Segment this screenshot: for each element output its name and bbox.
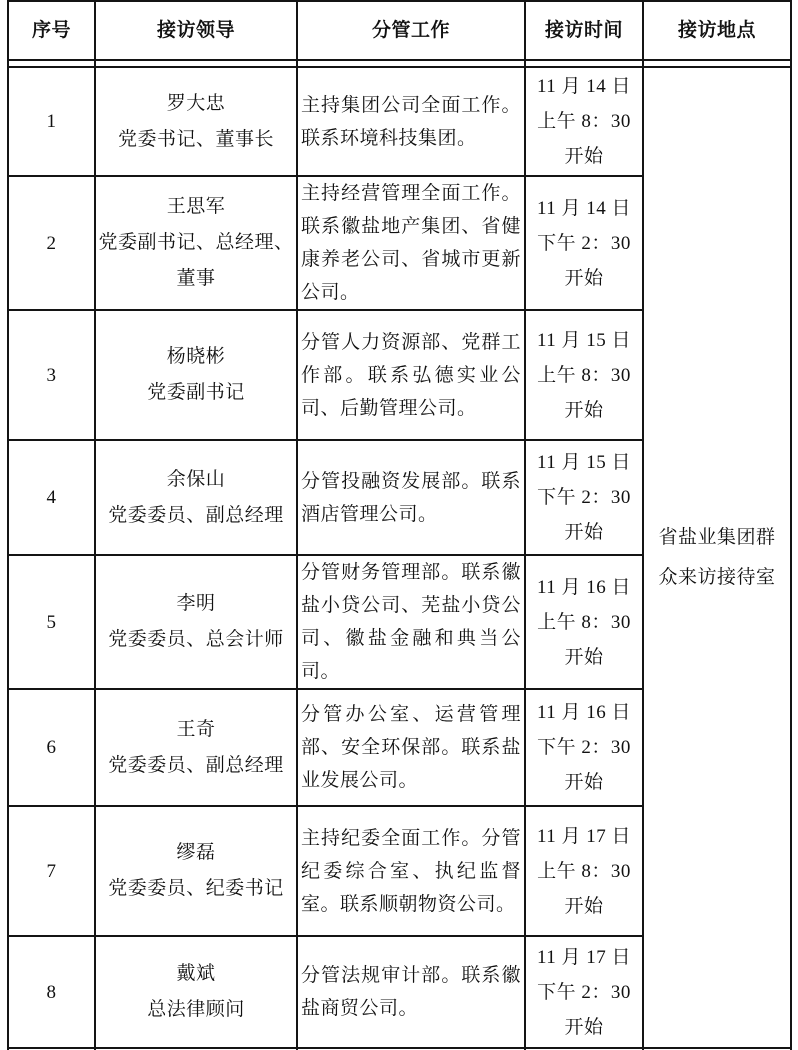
leader-name: 罗大忠 — [166, 92, 226, 114]
duty-cell: 分管投融资发展部。联系酒店管理公司。 — [297, 440, 525, 555]
cropped-cell — [643, 60, 791, 67]
leader-name: 戴斌 — [176, 963, 216, 984]
leader-name: 缪磊 — [176, 842, 216, 863]
leader-cell — [95, 440, 297, 555]
location-text: 省盐业集团群众来访接待室 — [658, 526, 776, 588]
location-cell — [643, 67, 791, 1048]
visit-date: 11 月 15 日 — [536, 452, 632, 473]
leader-name: 杨晓彬 — [166, 346, 226, 367]
visit-date: 11 月 14 日 — [536, 197, 632, 219]
visit-start-label: 开始 — [564, 772, 604, 793]
visit-date: 11 月 16 日 — [536, 702, 632, 723]
leader-title: 党委副书记 — [147, 382, 245, 403]
serial-cell: 2 — [8, 176, 95, 310]
serial-cell: 3 — [8, 310, 95, 440]
serial-cell: 8 — [8, 936, 95, 1048]
visit-start-label: 开始 — [564, 267, 604, 289]
leader-cell — [95, 310, 297, 440]
leader-title: 党委委员、总会计师 — [108, 629, 284, 650]
leader-name: 王思军 — [166, 196, 226, 217]
visit-time: 上午 8：30 — [537, 364, 631, 386]
table-body — [8, 67, 791, 1048]
visit-start-label: 开始 — [564, 146, 604, 167]
time-cell — [525, 176, 643, 310]
leader-cell — [95, 176, 297, 310]
leader-name: 王奇 — [176, 718, 216, 740]
header-cell-leader: 接访领导 — [95, 1, 297, 60]
time-cell — [525, 67, 643, 176]
duty-cell: 分管人力资源部、党群工作部。联系弘德实业公司、后勤管理公司。 — [297, 310, 525, 440]
table-row — [8, 67, 791, 176]
cropped-cell — [95, 60, 297, 67]
visit-start-label: 开始 — [564, 1016, 604, 1038]
visit-date: 11 月 16 日 — [536, 576, 632, 598]
time-cell — [525, 555, 643, 689]
cropped-cell — [8, 60, 95, 67]
header-cell-time: 接访时间 — [525, 1, 643, 60]
visit-time: 上午 8：30 — [537, 611, 631, 633]
duty-cell: 分管办公室、运营管理部、安全环保部。联系盐业发展公司。 — [297, 689, 525, 806]
serial-cell: 4 — [8, 440, 95, 555]
cropped-cell — [525, 60, 643, 67]
leader-title: 党委委员、副总经理 — [108, 504, 284, 526]
serial-cell: 7 — [8, 806, 95, 936]
visit-date: 11 月 14 日 — [536, 76, 632, 97]
duty-cell: 分管法规审计部。联系徽盐商贸公司。 — [297, 936, 525, 1048]
duty-cell: 主持经营管理全面工作。联系徽盐地产集团、省健康养老公司、省城市更新公司。 — [297, 176, 525, 310]
duty-cell: 分管财务管理部。联系徽盐小贷公司、芜盐小贷公司、徽盐金融和典当公司。 — [297, 555, 525, 689]
visit-start-label: 开始 — [564, 646, 604, 668]
leader-title: 总法律顾问 — [147, 999, 245, 1020]
duty-cell: 主持集团公司全面工作。联系环境科技集团。 — [297, 67, 525, 176]
visit-date: 11 月 17 日 — [536, 825, 632, 847]
serial-cell: 6 — [8, 689, 95, 806]
header-cell-location: 接访地点 — [643, 1, 791, 60]
visit-time: 下午 2：30 — [537, 981, 631, 1003]
visit-time: 下午 2：30 — [537, 487, 631, 508]
visit-time: 下午 2：30 — [537, 737, 631, 758]
leader-cell — [95, 806, 297, 936]
cropped-row — [8, 60, 791, 67]
time-cell — [525, 806, 643, 936]
leader-title: 党委书记、董事长 — [117, 128, 274, 150]
table-header — [8, 1, 791, 60]
leader-cell — [95, 936, 297, 1048]
visit-time: 上午 8：30 — [537, 860, 631, 882]
leader-name: 李明 — [176, 593, 216, 614]
time-cell — [525, 310, 643, 440]
visit-start-label: 开始 — [564, 399, 604, 421]
visit-start-label: 开始 — [564, 895, 604, 917]
cropped-row-top — [8, 60, 791, 67]
leader-title: 党委委员、副总经理 — [108, 754, 284, 776]
serial-cell: 1 — [8, 67, 95, 176]
leader-title: 党委副书记、总经理、董事 — [98, 232, 294, 289]
header-cell-serial: 序号 — [8, 1, 95, 60]
leader-cell — [95, 689, 297, 806]
visit-date: 11 月 17 日 — [536, 946, 632, 968]
leader-cell — [95, 67, 297, 176]
leader-title: 党委委员、纪委书记 — [108, 878, 284, 899]
time-cell — [525, 689, 643, 806]
header-row — [8, 1, 791, 60]
leader-cell — [95, 555, 297, 689]
time-cell — [525, 936, 643, 1048]
duty-cell: 主持纪委全面工作。分管纪委综合室、执纪监督室。联系顺朝物资公司。 — [297, 806, 525, 936]
time-cell — [525, 440, 643, 555]
visit-start-label: 开始 — [564, 522, 604, 543]
visit-time: 上午 8：30 — [537, 111, 631, 132]
visit-date: 11 月 15 日 — [536, 329, 632, 351]
header-cell-duty: 分管工作 — [297, 1, 525, 60]
cropped-cell — [297, 60, 525, 67]
reception-schedule-table — [7, 0, 792, 1050]
serial-cell: 5 — [8, 555, 95, 689]
visit-time: 下午 2：30 — [537, 232, 631, 254]
leader-name: 余保山 — [166, 468, 226, 490]
